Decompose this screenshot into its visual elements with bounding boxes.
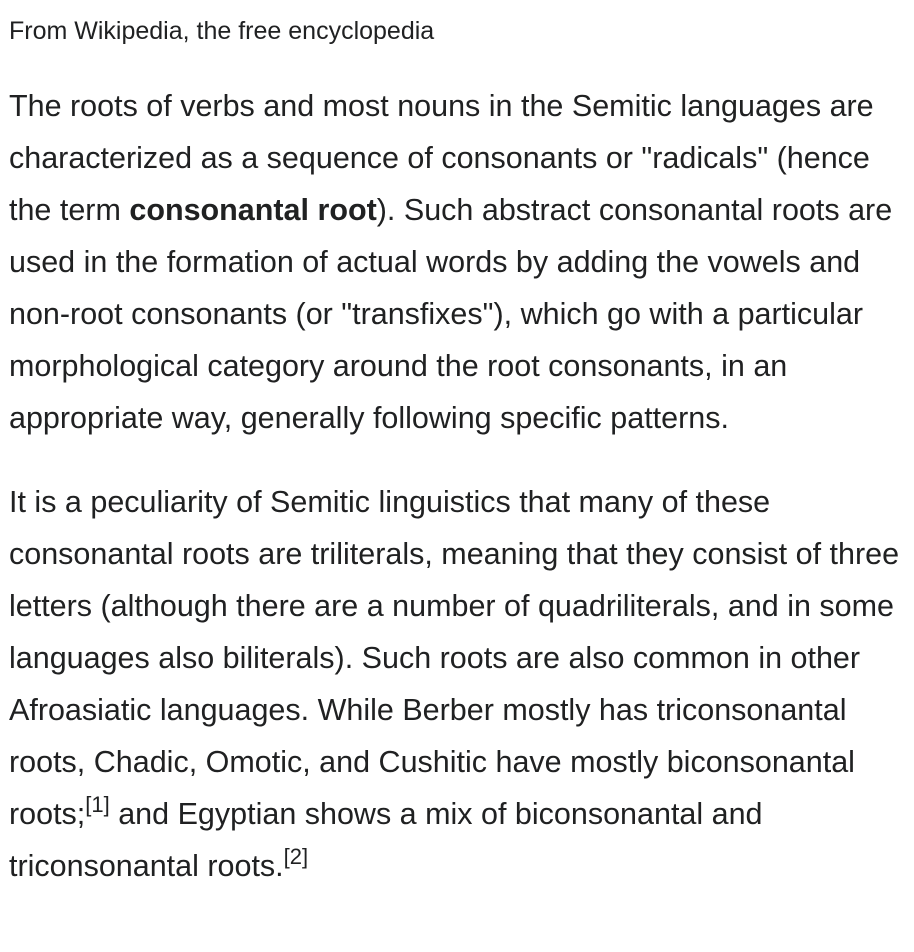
- paragraph-2: [9, 476, 909, 892]
- paragraph-1-text-end: ). Such abstract consonantal roots are used in the formation of actual words by adding the vowels and non-root consonants (or "transfixes"), which go with a particular morphological category around the root consonants, in an appropriate way, generally following specific patterns.: [9, 193, 893, 435]
- article-body: [9, 0, 909, 892]
- paragraph-2-text-a: It is a peculiarity of Semitic linguistics that many of these consonantal roots are triliterals, meaning that they consist of three letters (although there are a number of quadriliterals, and in some languages also biliterals). Such roots are also common in other Afroasiatic languages. While Berber mostly has triconsonantal roots, Chadic, Omotic, and Cushitic have mostly biconsonantal roots;: [9, 485, 900, 831]
- bold-term-consonantal-root: consonantal root: [129, 193, 377, 227]
- citation-link-1[interactable]: [1]: [85, 792, 110, 817]
- paragraph-1: [9, 80, 909, 444]
- site-tagline: From Wikipedia, the free encyclopedia: [9, 17, 435, 45]
- citation-link-2[interactable]: [2]: [283, 844, 309, 869]
- paragraph-1-text-start: The roots of verbs and most nouns in the Semitic languages are characterized as a sequence of consonants or "radicals" (hence the term: [9, 89, 874, 227]
- paragraph-2-text-b: and Egyptian shows a mix of biconsonantal and triconsonantal roots.: [9, 797, 763, 883]
